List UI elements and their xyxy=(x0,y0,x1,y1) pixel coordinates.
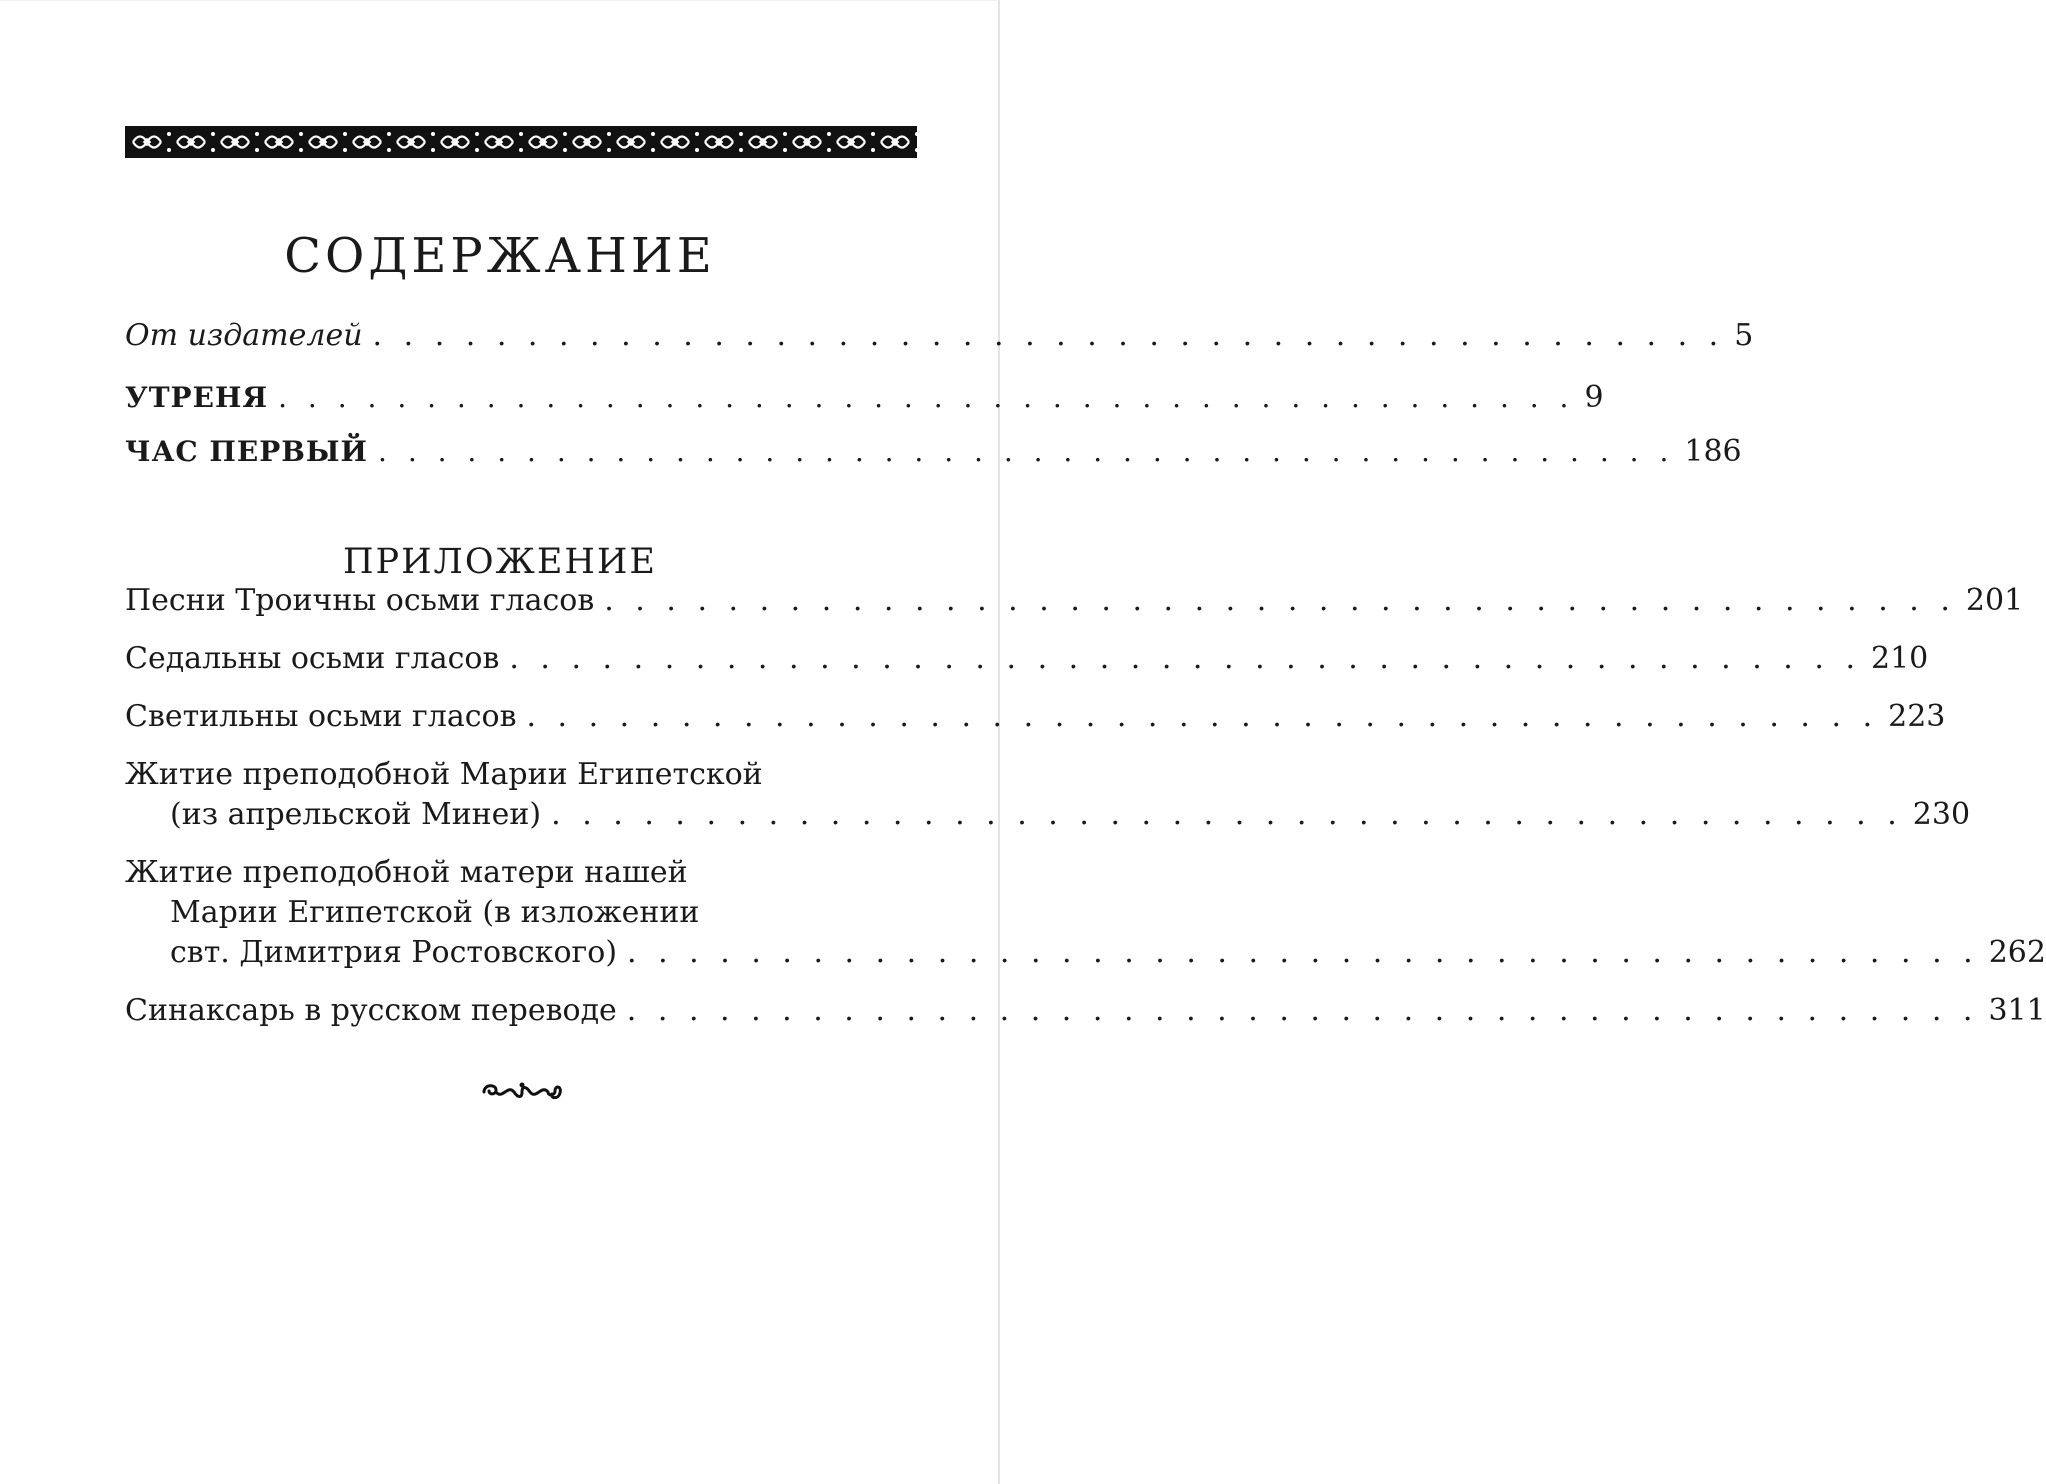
dot-leader: . . . . . . . . . . . . . . . . . . . . . . . . . . . . . . . . . . . . . . . . . . . . xyxy=(372,318,1725,353)
toc-entry-troichny[interactable] xyxy=(125,581,2024,621)
toc-entry-label: ЧАС ПЕРВЫЙ xyxy=(125,435,369,468)
toc-entry-label: От издателей xyxy=(125,318,363,353)
toc-entry-page: 201 xyxy=(1965,583,2024,618)
page-title: СОДЕРЖАНИЕ xyxy=(284,228,716,285)
toc-entry-matins[interactable] xyxy=(125,378,1604,418)
dot-leader: . . . . . . . . . . . . . . . . . . . . . . . . . . . . . . . . . . . . . . . . . . . . xyxy=(551,797,1903,832)
dot-leader: . . . . . . . . . . . . . . . . . . . . . . . . . . . . . . . . . . . . . . . . . . . . xyxy=(604,583,1956,618)
fleuron-icon xyxy=(478,1076,566,1108)
toc-entry-synaxarion[interactable] xyxy=(125,991,2046,1031)
toc-entry-page: 262 xyxy=(1988,935,2046,970)
appendix-heading: ПРИЛОЖЕНИЕ xyxy=(343,542,657,583)
toc-entry-life-minei[interactable] xyxy=(170,795,1971,835)
toc-entry-page: 186 xyxy=(1684,434,1742,469)
toc-entry-label: Песни Троичны осьми гласов xyxy=(125,583,595,618)
toc-entry-life-rostov[interactable] xyxy=(170,933,2046,973)
dot-leader: . . . . . . . . . . . . . . . . . . . . . . . . . . . . . . . . . . . . . . . . . . . . xyxy=(526,699,1879,734)
page-edge xyxy=(0,0,1000,1484)
toc-entry-page: 223 xyxy=(1888,699,1946,734)
ornament-border xyxy=(125,126,917,158)
toc-entry-life-line-1[interactable]: Житие преподобной Марии Египетской xyxy=(125,757,763,792)
toc-entry-first-hour[interactable] xyxy=(125,432,1742,472)
toc-entry-page: 210 xyxy=(1871,641,1929,676)
toc-entry-page: 5 xyxy=(1734,318,1754,353)
toc-entry-page: 311 xyxy=(1988,993,2046,1028)
toc-entry-label: свт. Димитрия Ростовского) xyxy=(170,935,618,970)
toc-entry-label: Синаксарь в русском переводе xyxy=(125,993,617,1028)
dot-leader: . . . . . . . . . . . . . . . . . . . . . . . . . . . . . . . . . . . . . . . . . . . . xyxy=(626,993,1979,1028)
toc-entry-svetilny[interactable] xyxy=(125,697,1946,737)
dot-leader: . . . . . . . . . . . . . . . . . . . . . . . . . . . . . . . . . . . . . . . . . . . . xyxy=(509,641,1861,676)
toc-entry-label: Светильны осьми гласов xyxy=(125,699,517,734)
toc-entry-life-rostov-line-1[interactable]: Житие преподобной матери нашей xyxy=(125,855,688,890)
toc-entry-publishers[interactable] xyxy=(125,316,1754,356)
toc-entry-life-rostov-line-2[interactable]: Марии Египетской (в изложении xyxy=(170,895,700,930)
toc-entry-label: (из апрельской Минеи) xyxy=(170,797,542,832)
dot-leader: . . . . . . . . . . . . . . . . . . . . . . . . . . . . . . . . . . . . . . . . . . . . xyxy=(627,935,1979,970)
ornament-pattern-icon xyxy=(125,126,917,158)
toc-entry-label: УТРЕНЯ xyxy=(125,381,269,414)
toc-entry-sedalny[interactable] xyxy=(125,639,1929,679)
toc-entry-label: Седальны осьми гласов xyxy=(125,641,500,676)
toc-entry-page: 230 xyxy=(1912,797,1971,832)
toc-entry-page: 9 xyxy=(1584,380,1604,415)
dot-leader: . . . . . . . . . . . . . . . . . . . . . . . . . . . . . . . . . . . . . . . . . . . . xyxy=(378,435,1675,468)
dot-leader: . . . . . . . . . . . . . . . . . . . . . . . . . . . . . . . . . . . . . . . . . . . . xyxy=(278,381,1575,414)
